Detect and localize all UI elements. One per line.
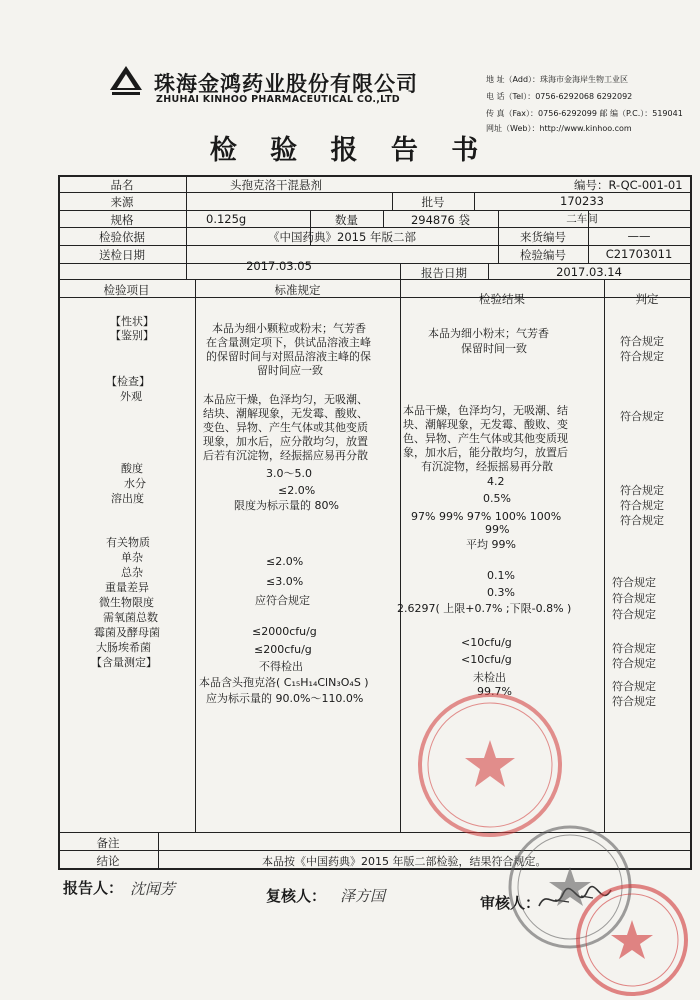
remark-label: 备注 bbox=[96, 836, 120, 850]
result-line: 0.1% bbox=[487, 569, 515, 582]
result-line: 本品干燥，色泽均匀，无吸潮、结 bbox=[403, 404, 568, 417]
standard-line: 应符合规定 bbox=[255, 594, 310, 607]
result-line: 色、异物、产生气体或其他变质现 bbox=[403, 432, 568, 445]
verdict-text: 符合规定 bbox=[612, 592, 656, 605]
send-date-value: 2017.03.05 bbox=[246, 259, 312, 273]
document-title: 检 验 报 告 书 bbox=[209, 135, 491, 166]
verdict-text: 符合规定 bbox=[620, 499, 664, 512]
incoming-label: 来货编号 bbox=[520, 230, 566, 244]
col-header-result: 检验结果 bbox=[479, 292, 525, 306]
company-logo-icon bbox=[108, 64, 144, 100]
standard-line: ≤2000cfu/g bbox=[252, 625, 317, 638]
item-label: 【鉴别】 bbox=[110, 329, 154, 342]
standard-line: 的保留时间与对照品溶液主峰的保 bbox=[206, 350, 371, 363]
result-line: 象，加水后，能分散均匀，放置后 bbox=[403, 446, 568, 459]
test-no-value: C21703011 bbox=[605, 247, 673, 261]
standard-line: 在含量测定项下，供试品溶液主峰 bbox=[206, 336, 371, 349]
red-seal-stamp-icon bbox=[415, 690, 565, 840]
contact-web: 网址（Web）：http://www.kinhoo.com bbox=[486, 124, 632, 133]
item-label: 水分 bbox=[124, 477, 146, 490]
col-header-item: 检验项目 bbox=[103, 283, 150, 297]
standard-line: 3.0～5.0 bbox=[266, 467, 312, 480]
doc-number: 编号：R-QC-001-01 bbox=[574, 178, 683, 192]
verdict-text: 符合规定 bbox=[612, 657, 656, 670]
standard-line: 变色、异物、产生气体或其他变质 bbox=[203, 421, 368, 434]
company-name-cn: 珠海金鸿药业股份有限公司 bbox=[154, 72, 418, 96]
conclusion-label: 结论 bbox=[96, 854, 120, 868]
contact-address: 地 址（Add）：珠海市金海岸生物工业区 bbox=[486, 75, 629, 84]
result-line: 块、潮解现象，无发霉、酸败、变 bbox=[403, 418, 568, 431]
col-header-standard: 标准规定 bbox=[274, 283, 321, 297]
product-value: 头孢克洛干混悬剂 bbox=[230, 178, 322, 192]
batch-label: 批号 bbox=[421, 195, 445, 209]
standard-line: 本品为细小颗粒或粉末；气芳香 bbox=[212, 322, 366, 335]
standard-line: 后若有沉淀物，经振摇应易再分散 bbox=[203, 449, 368, 462]
report-date-value: 2017.03.14 bbox=[556, 265, 622, 279]
verdict-text: 符合规定 bbox=[620, 350, 664, 363]
result-line: 2.6297( 上限+0.7% ;下限-0.8% ) bbox=[397, 602, 572, 615]
standard-line: 不得检出 bbox=[259, 660, 303, 673]
conclusion-value: 本品按《中国药典》2015 年版二部检验，结果符合规定。 bbox=[262, 855, 547, 868]
batch-value: 170233 bbox=[560, 194, 604, 208]
item-label: 外观 bbox=[120, 390, 142, 403]
standard-line: 应为标示量的 90.0%～110.0% bbox=[206, 692, 364, 705]
result-line: 99.7% bbox=[477, 685, 512, 698]
item-label: 单杂 bbox=[121, 551, 143, 564]
result-line: 97% 99% 97% 100% 100% bbox=[411, 510, 562, 523]
result-line: 4.2 bbox=[487, 475, 505, 488]
item-label: 酸度 bbox=[121, 462, 143, 475]
contact-fax: 传 真（Fax）：0756-6292099 邮 编（P.C.）：519041 bbox=[486, 109, 683, 118]
standard-line: ≤2.0% bbox=[266, 555, 304, 568]
result-line: 平均 99% bbox=[466, 538, 516, 551]
verdict-text: 符合规定 bbox=[620, 484, 664, 497]
reporter-label: 报告人： bbox=[63, 879, 124, 897]
spec-value: 0.125g bbox=[206, 212, 247, 226]
verdict-text: 符合规定 bbox=[620, 335, 664, 348]
item-label: 大肠埃希菌 bbox=[96, 641, 151, 654]
verdict-text: 符合规定 bbox=[612, 642, 656, 655]
test-no-label: 检验编号 bbox=[520, 248, 566, 262]
col-header-verdict: 判定 bbox=[635, 292, 659, 306]
result-line: 本品为细小粉末；气芳香 bbox=[428, 327, 549, 340]
product-label: 品名 bbox=[110, 178, 134, 192]
result-line: 未检出 bbox=[473, 671, 506, 684]
item-label: 【检查】 bbox=[106, 375, 150, 388]
result-line: 0.3% bbox=[487, 586, 515, 599]
standard-line: 留时间应一致 bbox=[257, 364, 323, 377]
result-line: <10cfu/g bbox=[461, 653, 512, 666]
report-date-label: 报告日期 bbox=[421, 266, 467, 280]
reviewer-signature: 泽方国 bbox=[340, 887, 386, 905]
verdict-text: 符合规定 bbox=[620, 514, 664, 527]
result-line: 有沉淀物，经振摇易再分散 bbox=[421, 460, 553, 473]
verdict-text: 符合规定 bbox=[612, 695, 656, 708]
item-label: 有关物质 bbox=[106, 536, 150, 549]
qty-value: 294876 袋 bbox=[410, 213, 471, 227]
standard-line: 结块、潮解现象，无发霉、酸败、 bbox=[203, 407, 368, 420]
item-label: 需氧菌总数 bbox=[103, 611, 158, 624]
incoming-value: —— bbox=[627, 229, 651, 243]
item-label: 总杂 bbox=[121, 566, 143, 579]
item-label: 重量差异 bbox=[105, 581, 149, 594]
verdict-text: 符合规定 bbox=[612, 576, 656, 589]
standard-line: ≤2.0% bbox=[278, 484, 316, 497]
basis-label: 检验依据 bbox=[99, 230, 145, 244]
contact-phone: 电 话（Tel）：0756-6292068 6292092 bbox=[486, 92, 633, 101]
item-label: 霉菌及酵母菌 bbox=[94, 626, 160, 639]
approver-label: 审核人： bbox=[480, 894, 541, 912]
standard-line: 限度为标示量的 80% bbox=[234, 499, 339, 512]
result-line: 保留时间一致 bbox=[461, 342, 527, 355]
item-label: 微生物限度 bbox=[99, 596, 154, 609]
standard-line: 现象，加水后，应分散均匀，放置 bbox=[203, 435, 368, 448]
source-label: 来源 bbox=[110, 195, 134, 209]
standard-line: 本品应干燥，色泽均匀，无吸潮、 bbox=[203, 393, 368, 406]
item-label: 【含量测定】 bbox=[91, 656, 157, 669]
verdict-text: 符合规定 bbox=[612, 608, 656, 621]
result-line: <10cfu/g bbox=[461, 636, 512, 649]
spec-label: 规格 bbox=[110, 213, 134, 227]
item-label: 溶出度 bbox=[111, 492, 144, 505]
standard-line: 本品含头孢克洛( C₁₅H₁₄ClN₃O₄S ) bbox=[199, 676, 369, 689]
reviewer-label: 复核人： bbox=[266, 887, 327, 905]
reporter-signature: 沈闻芳 bbox=[130, 880, 176, 898]
standard-line: ≤3.0% bbox=[266, 575, 304, 588]
standard-line: ≤200cfu/g bbox=[254, 643, 312, 656]
send-date-label: 送检日期 bbox=[99, 248, 145, 262]
verdict-text: 符合规定 bbox=[612, 680, 656, 693]
workshop-value: 二车间 bbox=[566, 213, 598, 225]
verdict-text: 符合规定 bbox=[620, 410, 664, 423]
basis-value: 《中国药典》2015 年版二部 bbox=[268, 230, 416, 244]
company-name-en: ZHUHAI KINHOO PHARMACEUTICAL CO.,LTD bbox=[156, 94, 400, 105]
red-seal-stamp-icon-2 bbox=[570, 880, 690, 996]
result-line: 99% bbox=[485, 523, 510, 536]
qty-label: 数量 bbox=[335, 213, 358, 227]
item-label: 【性状】 bbox=[110, 315, 154, 328]
result-line: 0.5% bbox=[483, 492, 511, 505]
